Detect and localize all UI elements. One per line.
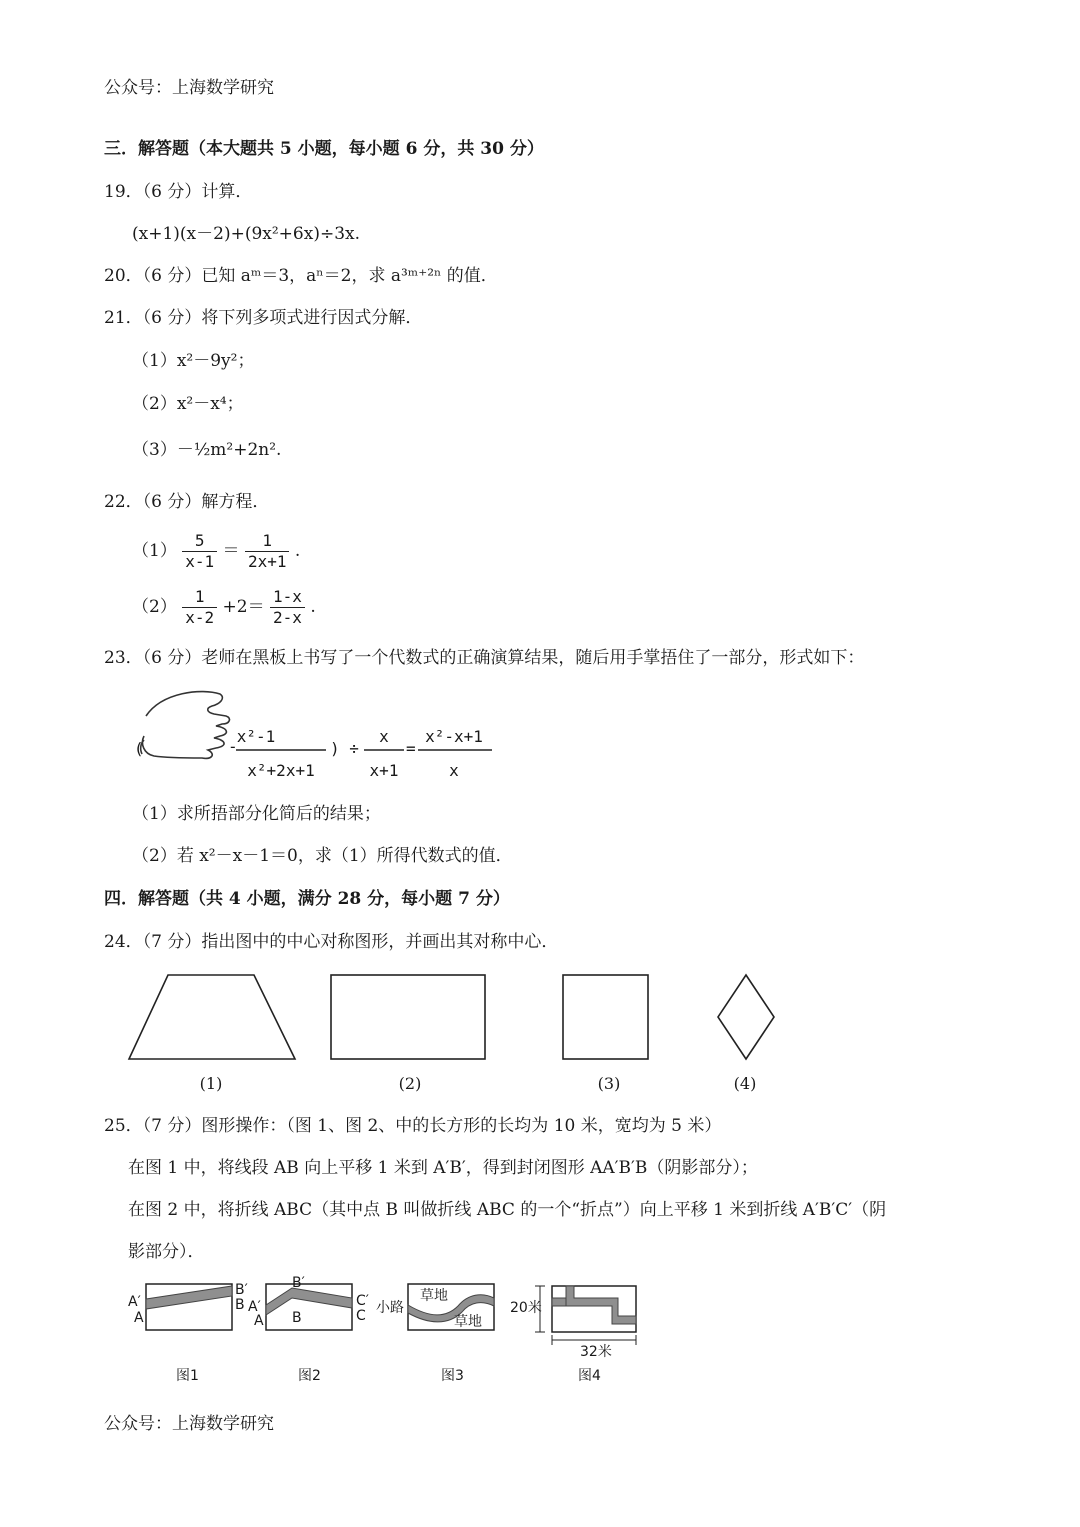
fig1-label-ap: A′ bbox=[128, 1294, 141, 1310]
q22-p2-frac-left: $\frac{1}{x-2}$ bbox=[182, 589, 217, 626]
q22-stem: 22．（6 分）解方程． bbox=[104, 492, 270, 512]
q23-frac2-num: x bbox=[379, 727, 389, 746]
q23-minus: - bbox=[228, 737, 238, 756]
q22-p1-frac-right: $\frac{1}{2x+1}$ bbox=[245, 533, 290, 570]
figure-1 bbox=[128, 1282, 248, 1330]
fig-caption-3: 图3 bbox=[441, 1368, 464, 1384]
q19-expression: (x+1)(x－2)+(9x²+6x)÷3x. bbox=[132, 224, 361, 244]
fig1-label-bp: B′ bbox=[235, 1282, 248, 1298]
q19-stem: 19．（6 分）计算． bbox=[104, 182, 253, 202]
figure-3 bbox=[376, 1284, 494, 1330]
fig2-label-a: A bbox=[254, 1313, 264, 1329]
q23-div: ) ÷ bbox=[330, 739, 359, 758]
q22-p1-frac-left: $\frac{5}{x-1}$ bbox=[182, 533, 217, 570]
figure-2 bbox=[248, 1275, 369, 1330]
fig-caption-4: 图4 bbox=[578, 1368, 601, 1384]
fig4-width-label: 32米 bbox=[580, 1344, 612, 1360]
fig3-road-label: 小路 bbox=[376, 1300, 404, 1316]
q25-line-2: 在图 2 中，将折线 ABC（其中点 B 叫做折线 ABC 的一个“折点”）向上平移 1 米到折线 A′B′C′（阴 bbox=[128, 1200, 887, 1220]
q22-p1-end: . bbox=[294, 541, 301, 561]
q23-stem: 23．（6 分）老师在黑板上书写了一个代数式的正确演算结果，随后用手掌捂住了一部分，形式如下： bbox=[104, 648, 865, 668]
q24-stem: 24．（7 分）指出图中的中心对称图形，并画出其对称中心． bbox=[104, 932, 559, 952]
shape-label-2: (2) bbox=[398, 1074, 422, 1093]
fig4-height-label: 20米 bbox=[510, 1300, 542, 1316]
q23-part-1: （1）求所捂部分化简后的结果； bbox=[132, 804, 381, 824]
q22-p2-mid: +2＝ bbox=[222, 597, 265, 617]
page-footer: 公众号：上海数学研究 bbox=[104, 1414, 274, 1434]
q22-p2-label: （2） bbox=[132, 597, 177, 617]
q23-frac3-den: x bbox=[449, 761, 459, 780]
shape-label-4: (4) bbox=[733, 1074, 757, 1093]
q21-stem: 21．（6 分）将下列多项式进行因式分解． bbox=[104, 308, 423, 328]
fig2-label-bp: B′ bbox=[292, 1275, 305, 1291]
q20-stem: 20．（6 分）已知 aᵐ＝3，aⁿ＝2，求 a³ᵐ⁺²ⁿ 的值． bbox=[104, 266, 498, 286]
section-4-title: 四．解答题（共 4 小题，满分 28 分，每小题 7 分） bbox=[104, 889, 510, 909]
fig-caption-2: 图2 bbox=[298, 1368, 321, 1384]
q23-part-2: （2）若 x²－x－1＝0，求（1）所得代数式的值． bbox=[132, 846, 513, 866]
q23-open-paren: ( bbox=[134, 739, 144, 758]
shape-label-1: (1) bbox=[199, 1074, 223, 1093]
fig2-label-ap: A′ bbox=[248, 1299, 261, 1315]
fig3-grass-top: 草地 bbox=[420, 1288, 448, 1304]
fig3-grass-bottom: 草地 bbox=[454, 1314, 482, 1330]
q25-stem: 25．（7 分）图形操作：（图 1、图 2、中的长方形的长均为 10 米，宽均为 5 米） bbox=[104, 1116, 722, 1136]
q25-line-3: 影部分）． bbox=[128, 1242, 205, 1262]
q23-frac3-num: x²-x+1 bbox=[425, 727, 483, 746]
q21-part-2: （2）x²－x⁴； bbox=[132, 394, 244, 414]
q21-part-1: （1）x²－9y²； bbox=[132, 351, 255, 371]
page-header: 公众号：上海数学研究 bbox=[104, 78, 274, 98]
q23-frac1-den: x²+2x+1 bbox=[247, 761, 315, 780]
shape-label-3: (3) bbox=[597, 1074, 621, 1093]
q23-equals: = bbox=[406, 739, 416, 758]
q22-p2-frac-right: $\frac{1-x}{2-x}$ bbox=[270, 589, 305, 626]
q23-frac1-num: x²-1 bbox=[236, 727, 276, 746]
section-3-title: 三．解答题（本大题共 5 小题，每小题 6 分，共 30 分） bbox=[104, 139, 544, 159]
figure-4 bbox=[510, 1286, 636, 1360]
q22-p1-label: （1） bbox=[132, 541, 177, 561]
q23-frac2-den: x+1 bbox=[369, 761, 399, 780]
fig1-label-b: B bbox=[235, 1297, 245, 1313]
fig-caption-1: 图1 bbox=[176, 1368, 199, 1384]
q21-part-3: （3）－½m²+2n². bbox=[132, 440, 282, 460]
q25-line-1: 在图 1 中，将线段 AB 向上平移 1 米到 A′B′，得到封闭图形 AA′B′B（阴影部分）； bbox=[128, 1158, 758, 1178]
fig2-label-cp: C′ bbox=[356, 1293, 369, 1309]
fig1-label-a: A bbox=[134, 1310, 144, 1326]
q22-p2-end: . bbox=[310, 597, 316, 617]
q22-p1-eq: ＝ bbox=[222, 541, 240, 561]
fig2-label-b: B bbox=[292, 1310, 302, 1326]
fig2-label-c: C bbox=[356, 1308, 366, 1324]
